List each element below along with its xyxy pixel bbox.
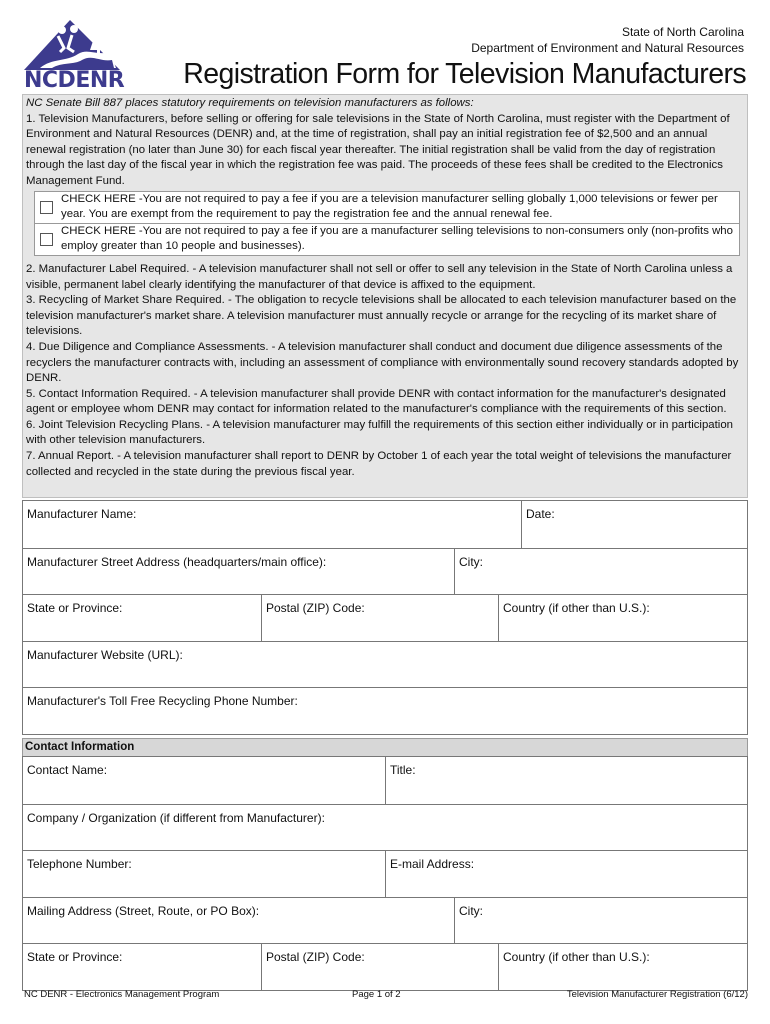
mailing-address-field[interactable]: Mailing Address (Street, Route, or PO Box):	[27, 903, 260, 918]
state-province-field[interactable]: State or Province:	[27, 601, 123, 615]
state-name: State of North Carolina	[621, 25, 744, 39]
requirement-6: 6. Joint Television Recycling Plans. - A television manufacturer may fulfill the requirements of this section either individually or in participation with other television manufacturers.	[26, 418, 733, 447]
intro-text: NC Senate Bill 887 places statutory requirements on television manufacturers as follows:	[26, 97, 474, 109]
agency-heading	[471, 24, 744, 56]
country-field[interactable]: Country (if other than U.S.):	[498, 595, 747, 641]
requirement-2: 2. Manufacturer Label Required. - A television manufacturer shall not sell or offer to sell any television in the State of North Carolina unless a visible, permanent label clearly identifying the manufacturer of that device is affixed to the equipment.	[26, 262, 733, 291]
manufacturer-name-field[interactable]: Manufacturer Name:	[27, 507, 137, 521]
contact-row-1	[23, 757, 747, 804]
website-field[interactable]: Manufacturer Website (URL):	[27, 647, 183, 662]
requirement-3: 3. Recycling of Market Share Required. - The obligation to recycle televisions shall be allocated to each television manufacturer based on the television manufacturer's market share. A television manufacturer must annually recycle or arrange for the recycling of its market share of televisions.	[26, 294, 737, 338]
exemption-option-2	[34, 223, 740, 256]
contact-state-field[interactable]: State or Province:	[27, 950, 123, 964]
statutory-requirements-box	[22, 94, 748, 498]
requirement-7: 7. Annual Report. - A television manufacturer shall report to DENR by October 1 of each year the total weight of televisions the manufacturer collected and recycled in the state during the previous fiscal year.	[26, 450, 732, 478]
email-field[interactable]: E-mail Address:	[385, 851, 747, 897]
contact-section-heading: Contact Information	[22, 738, 748, 756]
contact-row-2	[23, 804, 747, 851]
manufacturer-row-4	[23, 641, 747, 688]
contact-zip-field[interactable]: Postal (ZIP) Code:	[261, 944, 498, 990]
exemption-label-1: CHECK HERE -You are not required to pay a fee if you are a television manufacturer selling globally 1,000 televisions or fewer per year. You are exempt from the requirement to pay the registration fee and the annual renewal fee.	[61, 192, 718, 221]
manufacturer-section	[22, 500, 748, 735]
contact-row-3	[23, 850, 747, 897]
logo-wordmark: NCDENR	[24, 68, 125, 93]
recycling-phone-field[interactable]: Manufacturer's Toll Free Recycling Phone Number:	[27, 694, 298, 708]
company-field[interactable]: Company / Organization (if different from Manufacturer):	[27, 810, 325, 825]
requirement-4: 4. Due Diligence and Compliance Assessments. - A television manufacturer shall conduct and document due diligence assessments of the recyclers the manufacturer contracts with, including an assessment of compliance with environmentally sound recovery standards adopted by DENR.	[26, 340, 739, 385]
requirement-1: 1. Television Manufacturers, before selling or offering for sale televisions in the State of North Carolina, must register with the Department of Environment and Natural Resources (DENR) and, at the time of registration, shall pay an initial registration fee of $2,500 and an annual renewal registration (no later than June 30) for each fiscal year thereafter. The initial registration shall be valid from the day of registration through the last day of the fiscal year in which the registration fee was paid. The proceeds of these fees shall be credited to the Electronics Management Fund.	[26, 112, 730, 187]
contact-row-5	[23, 943, 747, 990]
footer-page-number: Page 1 of 2	[352, 989, 401, 1000]
city-field[interactable]: City:	[454, 549, 747, 595]
date-field[interactable]: Date:	[521, 501, 747, 548]
contact-city-field[interactable]: City:	[454, 898, 747, 944]
exemption-checkbox-2[interactable]	[40, 233, 53, 246]
manufacturer-row-2	[23, 548, 747, 595]
ncdenr-emblem-icon	[22, 18, 130, 70]
contact-title-field[interactable]: Title:	[385, 757, 747, 804]
street-address-field[interactable]: Manufacturer Street Address (headquarters/main office):	[27, 554, 327, 569]
exemption-option-1	[34, 191, 740, 224]
exemption-checkbox-1[interactable]	[40, 201, 53, 214]
contact-name-field[interactable]: Contact Name:	[27, 763, 108, 777]
zip-code-field[interactable]: Postal (ZIP) Code:	[261, 595, 498, 641]
contact-section	[22, 756, 748, 991]
footer-program: NC DENR - Electronics Management Program	[24, 989, 220, 1000]
contact-row-4	[23, 897, 747, 944]
manufacturer-row-5	[23, 687, 747, 734]
contact-country-field[interactable]: Country (if other than U.S.):	[498, 944, 747, 990]
telephone-field[interactable]: Telephone Number:	[27, 857, 132, 871]
exemption-label-2: CHECK HERE -You are not required to pay a fee if you are a manufacturer selling televisions to non-consumers only (non-profits who employ greater than 10 people and businesses).	[61, 224, 733, 253]
manufacturer-row-3	[23, 594, 747, 641]
ncdenr-logo	[22, 18, 130, 92]
footer-form-version: Television Manufacturer Registration (6/12)	[566, 989, 748, 1000]
page-title: Registration Form for Television Manufacturers	[183, 58, 746, 90]
department-name: Department of Environment and Natural Resources	[471, 41, 744, 55]
requirement-5: 5. Contact Information Required. - A television manufacturer shall provide DENR with contact information for the manufacturer's designated agent or employee whom DENR may contact for information related to the manufacturer's compliance with the requirements of this section.	[26, 387, 727, 416]
manufacturer-row-1	[23, 501, 747, 548]
